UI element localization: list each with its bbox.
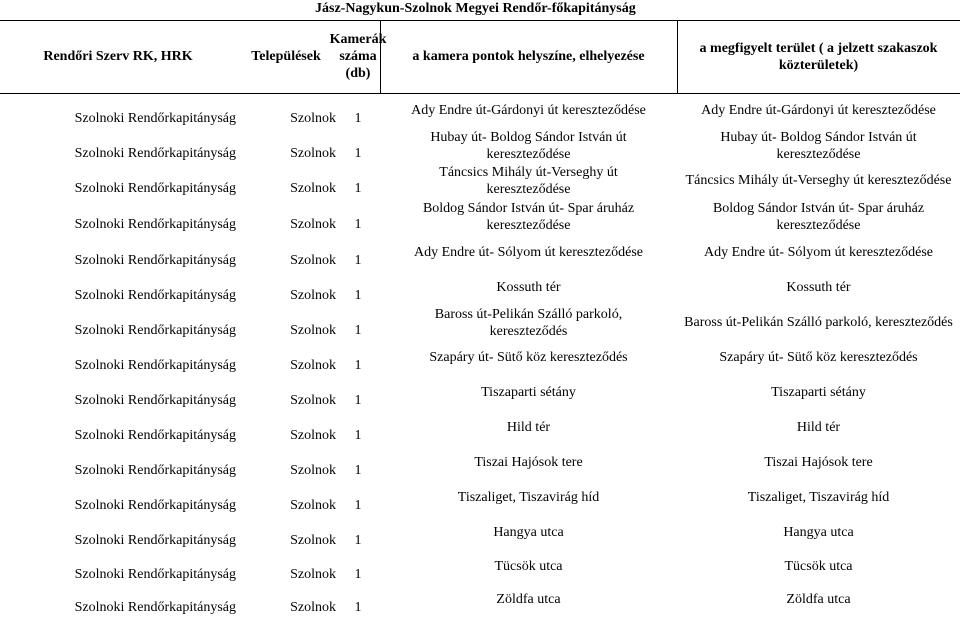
row-kamerak xyxy=(336,348,380,383)
row-terulet xyxy=(677,270,960,305)
row-telepules xyxy=(236,278,336,313)
row-telepules xyxy=(236,348,336,383)
row-terulet-text: Tiszaparti sétány xyxy=(771,385,866,400)
row-helyszin xyxy=(380,410,677,445)
row-kamerak xyxy=(336,488,380,523)
row-terulet xyxy=(677,93,960,128)
header-rk-label: Rendőri Szerv RK, HRK xyxy=(43,49,193,64)
row-terulet-text: Szapáry út- Sütő köz kereszteződés xyxy=(719,350,918,365)
row-kamerak-text: 1 xyxy=(354,567,362,582)
row-rk-text: Szolnoki Rendőrkapitányság xyxy=(74,146,236,161)
row-kamerak-text: 1 xyxy=(354,463,362,478)
row-helyszin-text: Hangya utca xyxy=(493,525,564,540)
row-terulet xyxy=(677,550,960,583)
row-terulet-text: Tücsök utca xyxy=(784,559,853,574)
row-rk-text: Szolnoki Rendőrkapitányság xyxy=(74,463,236,478)
row-rk-text: Szolnoki Rendőrkapitányság xyxy=(74,217,236,232)
row-kamerak-text: 1 xyxy=(354,393,362,408)
row-telepules xyxy=(236,101,336,136)
row-terulet-text: Kossuth tér xyxy=(786,280,851,295)
row-terulet-text: Ady Endre út- Sólyom út kereszteződése xyxy=(704,245,933,260)
row-terulet xyxy=(677,235,960,270)
row-terulet xyxy=(677,128,960,163)
row-rk xyxy=(0,313,236,348)
row-kamerak-text: 1 xyxy=(354,428,362,443)
row-kamerak-text: 1 xyxy=(354,599,362,615)
row-kamerak-text: 1 xyxy=(354,217,362,232)
row-kamerak-text: 1 xyxy=(354,323,362,338)
row-terulet xyxy=(677,163,960,198)
row-kamerak xyxy=(336,383,380,418)
row-helyszin xyxy=(380,235,677,270)
row-telepules-text: Szolnok xyxy=(290,567,336,582)
row-telepules-text: Szolnok xyxy=(290,599,336,615)
header-terulet xyxy=(677,20,960,93)
row-rk xyxy=(0,383,236,418)
row-kamerak-text: 1 xyxy=(354,146,362,161)
row-terulet xyxy=(677,480,960,515)
row-telepules-text: Szolnok xyxy=(290,181,336,196)
row-kamerak-text: 1 xyxy=(354,498,362,513)
row-telepules xyxy=(236,418,336,453)
row-rk xyxy=(0,591,236,623)
row-rk-text: Szolnoki Rendőrkapitányság xyxy=(74,111,236,126)
row-rk-text: Szolnoki Rendőrkapitányság xyxy=(74,358,236,373)
row-rk-text: Szolnoki Rendőrkapitányság xyxy=(74,567,236,582)
row-rk-text: Szolnoki Rendőrkapitányság xyxy=(74,181,236,196)
row-helyszin-text: Hubay út- Boldog Sándor István út kereszteződése xyxy=(430,129,627,162)
row-rk-text: Szolnoki Rendőrkapitányság xyxy=(74,288,236,303)
row-kamerak xyxy=(336,591,380,623)
row-helyszin-text: Táncsics Mihály út-Verseghy út kereszteződése xyxy=(439,164,618,197)
row-helyszin xyxy=(380,340,677,375)
row-helyszin xyxy=(380,480,677,515)
header-kamerak-label: Kamerák száma (db) xyxy=(329,32,387,81)
row-telepules xyxy=(236,523,336,558)
row-telepules xyxy=(236,136,336,171)
header-helyszin xyxy=(380,20,677,93)
header-telepules xyxy=(236,20,336,93)
row-rk xyxy=(0,278,236,313)
header-terulet-label: a megfigyelt terület ( a jelzett szakaszok közterületek) xyxy=(699,40,938,73)
row-telepules xyxy=(236,558,336,591)
row-kamerak xyxy=(336,453,380,488)
page-title: Jász-Nagykun-Szolnok Megyei Rendőr-főkapitányság xyxy=(315,1,636,16)
row-telepules xyxy=(236,488,336,523)
row-helyszin-text: Ady Endre út- Sólyom út kereszteződése xyxy=(414,245,643,260)
row-terulet xyxy=(677,340,960,375)
row-telepules xyxy=(236,243,336,278)
row-terulet xyxy=(677,515,960,550)
row-kamerak xyxy=(336,171,380,206)
row-kamerak xyxy=(336,558,380,591)
row-helyszin xyxy=(380,375,677,410)
row-terulet-text: Táncsics Mihály út-Verseghy út kereszteződése xyxy=(685,173,952,188)
row-rk xyxy=(0,101,236,136)
row-kamerak xyxy=(336,206,380,243)
row-kamerak-text: 1 xyxy=(354,181,362,196)
row-helyszin-text: Tiszaliget, Tiszavirág híd xyxy=(457,490,600,505)
row-kamerak-text: 1 xyxy=(354,288,362,303)
row-rk xyxy=(0,488,236,523)
row-helyszin xyxy=(380,163,677,198)
row-rk-text: Szolnoki Rendőrkapitányság xyxy=(74,498,236,513)
row-telepules-text: Szolnok xyxy=(290,533,336,548)
row-telepules xyxy=(236,171,336,206)
row-helyszin-text: Baross út-Pelikán Szálló parkoló, kereszteződés xyxy=(434,306,623,339)
row-rk-text: Szolnoki Rendőrkapitányság xyxy=(74,393,236,408)
header-kamerak xyxy=(329,20,387,93)
row-terulet-text: Hild tér xyxy=(796,420,841,435)
header-helyszin-label: a kamera pontok helyszíne, elhelyezése xyxy=(412,49,645,64)
row-rk xyxy=(0,418,236,453)
row-terulet xyxy=(677,375,960,410)
row-terulet-text: Tiszai Hajósok tere xyxy=(764,455,873,470)
row-telepules-text: Szolnok xyxy=(290,393,336,408)
row-kamerak xyxy=(336,243,380,278)
row-helyszin xyxy=(380,198,677,235)
row-rk xyxy=(0,171,236,206)
row-terulet xyxy=(677,583,960,615)
row-helyszin-text: Zöldfa utca xyxy=(496,591,561,607)
row-helyszin-text: Tücsök utca xyxy=(494,559,563,574)
row-telepules-text: Szolnok xyxy=(290,146,336,161)
row-telepules-text: Szolnok xyxy=(290,253,336,268)
row-telepules xyxy=(236,591,336,623)
row-kamerak xyxy=(336,278,380,313)
row-kamerak xyxy=(336,313,380,348)
row-terulet-text: Baross út-Pelikán Szálló parkoló, kereszteződés xyxy=(684,315,953,330)
row-helyszin xyxy=(380,445,677,480)
page-title-row xyxy=(0,0,960,20)
row-telepules-text: Szolnok xyxy=(290,463,336,478)
row-rk-text: Szolnoki Rendőrkapitányság xyxy=(74,428,236,443)
row-rk xyxy=(0,558,236,591)
row-terulet-text: Zöldfa utca xyxy=(786,591,851,607)
row-terulet xyxy=(677,305,960,340)
row-helyszin-text: Ady Endre út-Gárdonyi út kereszteződése xyxy=(411,103,646,118)
row-kamerak-text: 1 xyxy=(354,111,362,126)
row-helyszin-text: Tiszaparti sétány xyxy=(481,385,576,400)
row-rk xyxy=(0,348,236,383)
row-rk xyxy=(0,243,236,278)
row-helyszin-text: Szapáry út- Sütő köz kereszteződés xyxy=(429,350,628,365)
row-helyszin xyxy=(380,270,677,305)
row-terulet xyxy=(677,198,960,235)
row-telepules xyxy=(236,383,336,418)
row-terulet-text: Tiszaliget, Tiszavirág híd xyxy=(747,490,890,505)
row-telepules-text: Szolnok xyxy=(290,217,336,232)
row-terulet-text: Hubay út- Boldog Sándor István út kereszteződése xyxy=(720,129,917,162)
row-kamerak xyxy=(336,136,380,171)
row-rk xyxy=(0,453,236,488)
row-terulet-text: Ady Endre út-Gárdonyi út kereszteződése xyxy=(701,103,936,118)
row-terulet-text: Boldog Sándor István út- Spar áruház kereszteződése xyxy=(712,200,925,233)
row-kamerak-text: 1 xyxy=(354,533,362,548)
row-kamerak xyxy=(336,523,380,558)
row-telepules-text: Szolnok xyxy=(290,358,336,373)
row-helyszin-text: Hild tér xyxy=(506,420,551,435)
row-telepules-text: Szolnok xyxy=(290,498,336,513)
row-kamerak xyxy=(336,418,380,453)
row-terulet xyxy=(677,410,960,445)
row-helyszin-text: Tiszai Hajósok tere xyxy=(474,455,583,470)
row-rk xyxy=(0,206,236,243)
row-rk-text: Szolnoki Rendőrkapitányság xyxy=(74,599,236,615)
row-telepules xyxy=(236,453,336,488)
row-kamerak-text: 1 xyxy=(354,358,362,373)
row-rk-text: Szolnoki Rendőrkapitányság xyxy=(74,323,236,338)
row-telepules-text: Szolnok xyxy=(290,323,336,338)
row-helyszin xyxy=(380,583,677,615)
row-rk xyxy=(0,523,236,558)
row-rk-text: Szolnoki Rendőrkapitányság xyxy=(74,253,236,268)
row-telepules-text: Szolnok xyxy=(290,111,336,126)
row-helyszin xyxy=(380,128,677,163)
row-helyszin-text: Kossuth tér xyxy=(496,280,561,295)
row-terulet xyxy=(677,445,960,480)
row-helyszin xyxy=(380,93,677,128)
row-telepules xyxy=(236,313,336,348)
row-terulet-text: Hangya utca xyxy=(783,525,854,540)
row-kamerak-text: 1 xyxy=(354,253,362,268)
row-kamerak xyxy=(336,101,380,136)
row-rk xyxy=(0,136,236,171)
row-telepules-text: Szolnok xyxy=(290,428,336,443)
row-helyszin xyxy=(380,515,677,550)
row-helyszin xyxy=(380,305,677,340)
header-rk xyxy=(0,20,236,93)
row-telepules xyxy=(236,206,336,243)
row-telepules-text: Szolnok xyxy=(290,288,336,303)
header-telepules-label: Települések xyxy=(251,49,321,64)
row-helyszin xyxy=(380,550,677,583)
row-helyszin-text: Boldog Sándor István út- Spar áruház kereszteződése xyxy=(422,200,635,233)
row-rk-text: Szolnoki Rendőrkapitányság xyxy=(74,533,236,548)
